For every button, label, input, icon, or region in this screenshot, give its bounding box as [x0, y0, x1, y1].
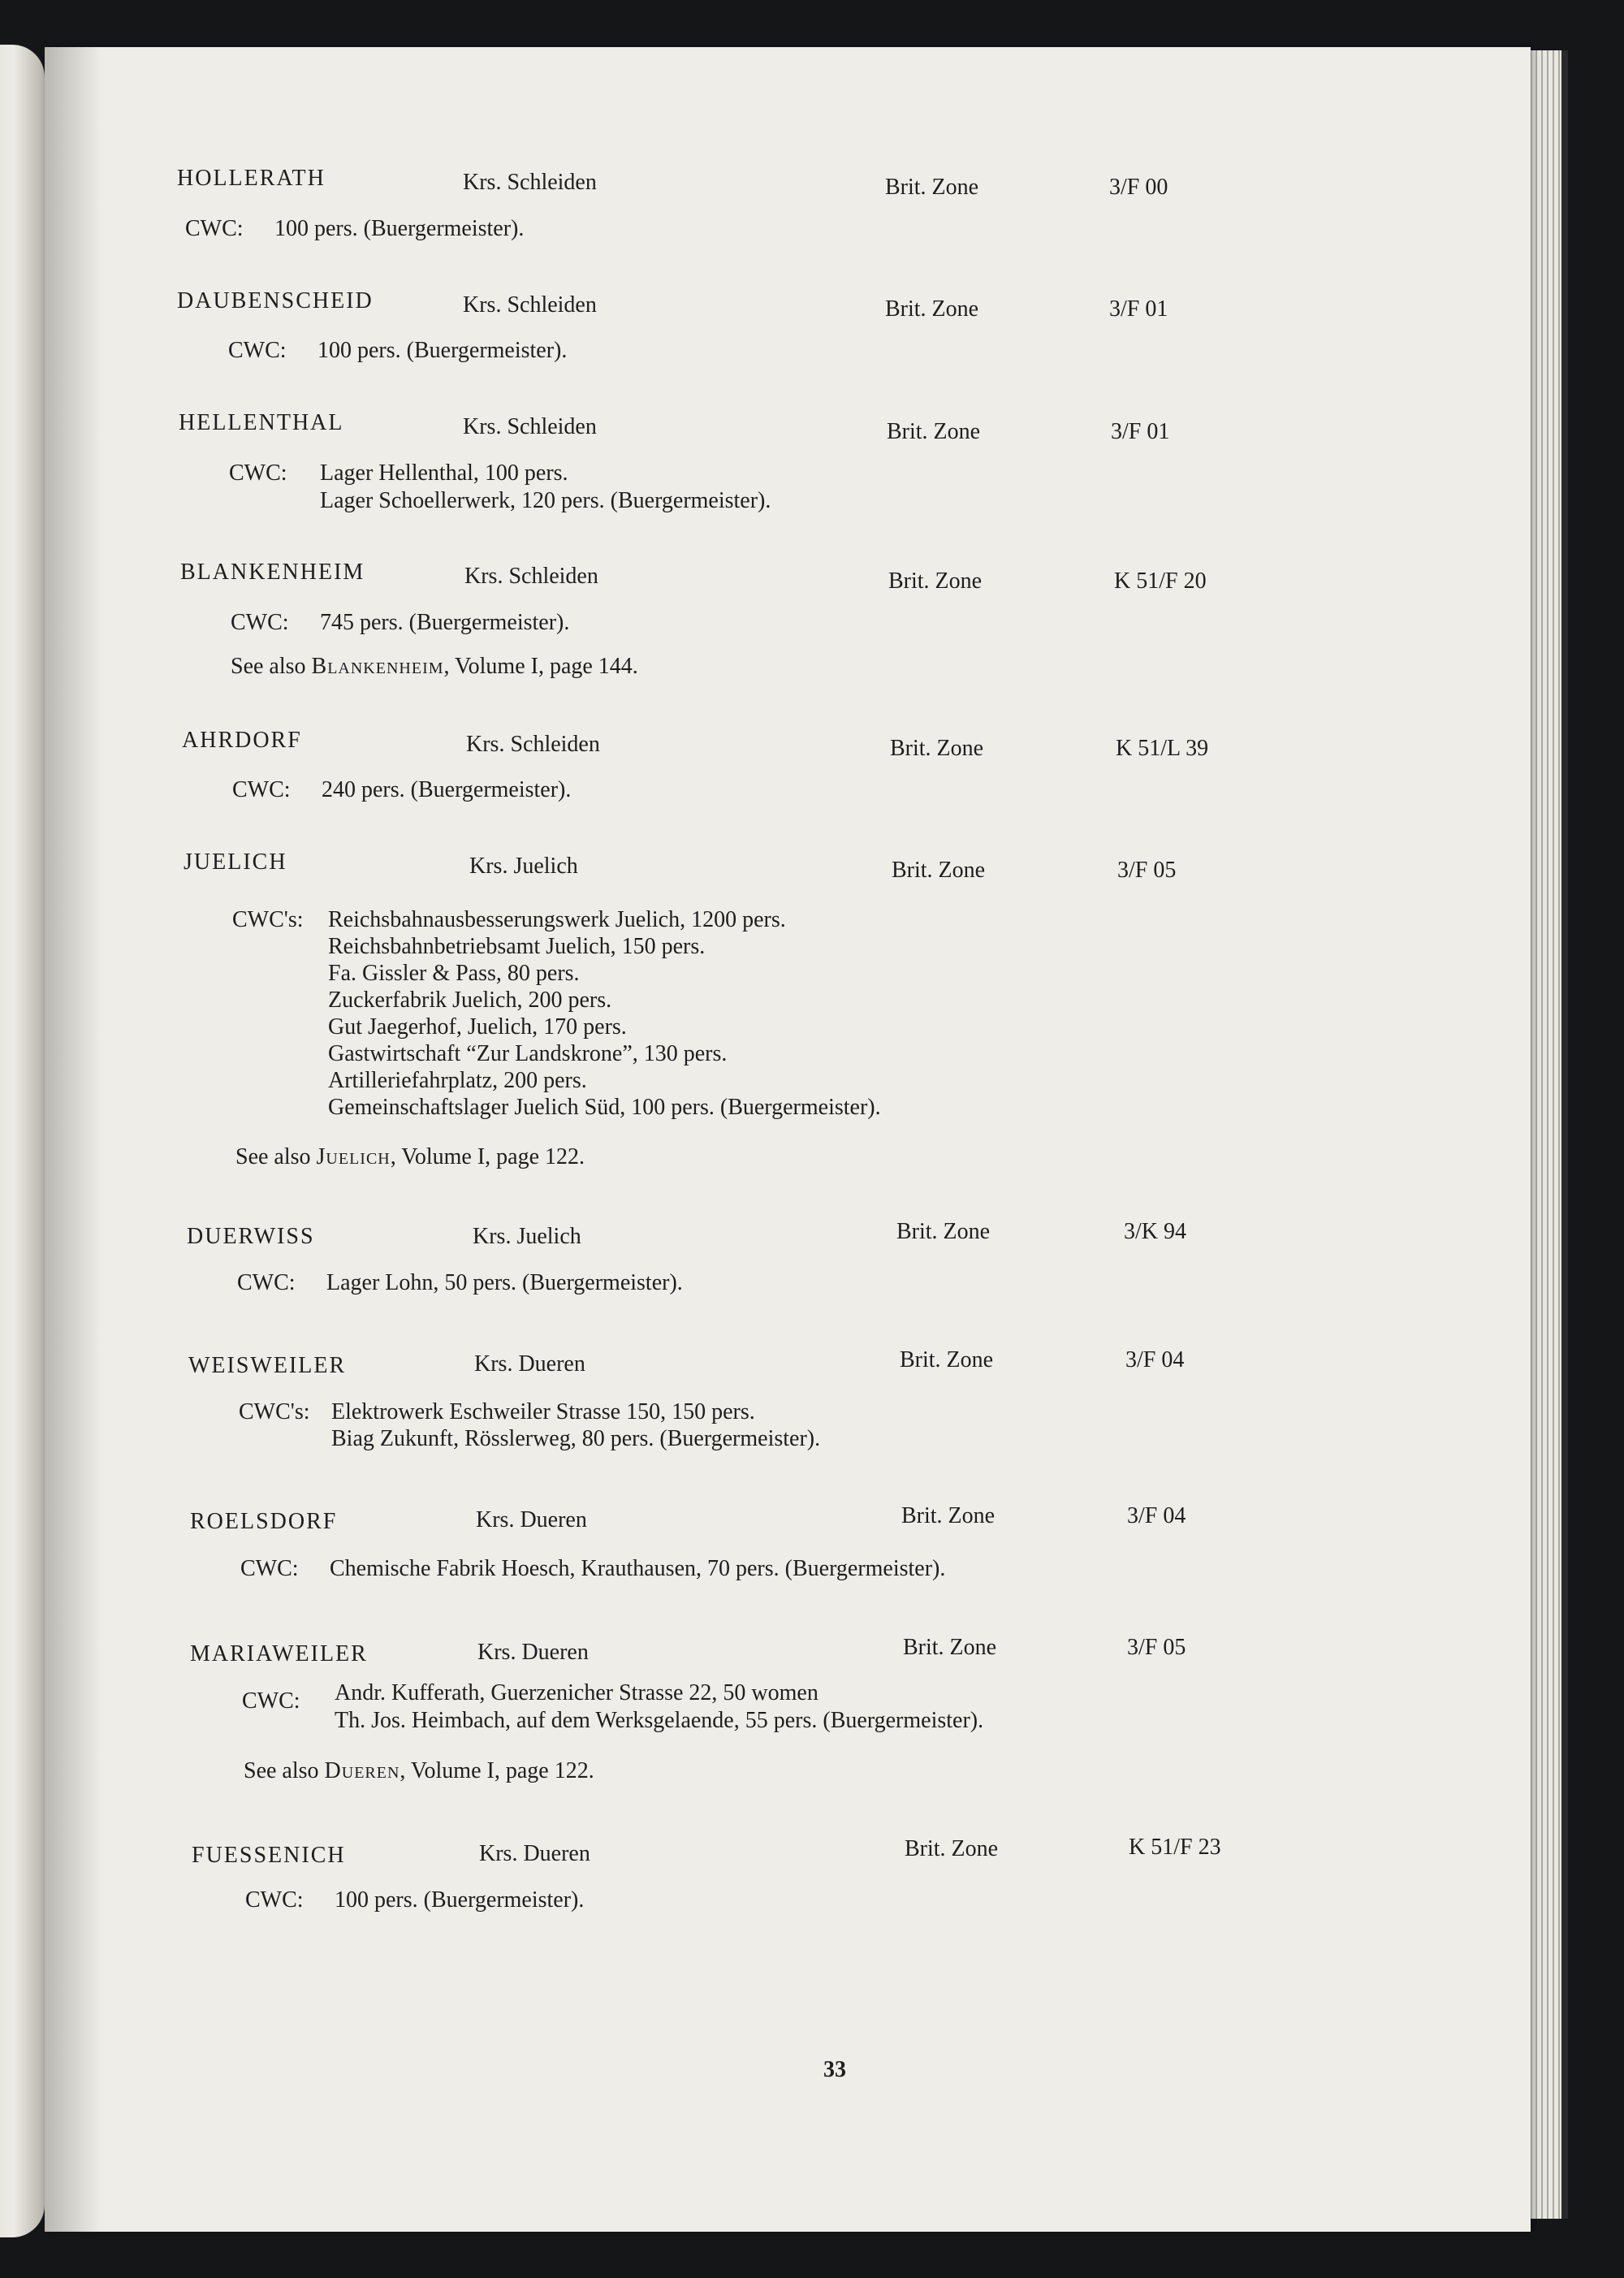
see-also-reference: Blankenheim — [311, 654, 444, 679]
cwc-line: Artilleriefahrplatz, 200 pers. — [328, 1068, 587, 1093]
cwc-line: Fa. Gissler & Pass, 80 pers. — [328, 961, 580, 986]
see-also-suffix: , Volume I, page 122. — [390, 1144, 585, 1169]
grid-reference: 3/F 04 — [1127, 1503, 1186, 1528]
document-page — [45, 47, 1531, 2232]
zone: Brit. Zone — [885, 296, 979, 322]
cwc-line: Gemeinschaftslager Juelich Süd, 100 pers. (Buergermeister). — [328, 1095, 881, 1120]
spine-shadow — [45, 47, 102, 2232]
district: Krs. Schleiden — [463, 414, 597, 439]
cwc-line: Th. Jos. Heimbach, auf dem Werksgelaende, 55 pers. (Buergermeister). — [335, 1708, 984, 1733]
cwc-label: CWC: — [185, 216, 244, 241]
cwc-line: 100 pers. (Buergermeister). — [317, 338, 568, 363]
cwc-label: CWC: — [229, 460, 287, 486]
zone: Brit. Zone — [887, 419, 981, 444]
grid-reference: 3/F 00 — [1109, 175, 1168, 200]
see-also-reference: Juelich — [316, 1144, 391, 1169]
see-also — [244, 1757, 594, 1785]
grid-reference: 3/F 01 — [1109, 296, 1168, 322]
cwc-line: Reichsbahnbetriebsamt Juelich, 150 pers. — [328, 934, 706, 959]
place-name: HOLLERATH — [177, 166, 326, 191]
zone: Brit. Zone — [905, 1836, 999, 1861]
district: Krs. Dueren — [477, 1640, 589, 1665]
cwc-line: Andr. Kufferath, Guerzenicher Strasse 22, 50 women — [335, 1680, 818, 1705]
place-name: ROELSDORF — [190, 1509, 338, 1534]
place-name: BLANKENHEIM — [180, 560, 365, 585]
district: Krs. Juelich — [473, 1224, 581, 1249]
cwc-label: CWC: — [242, 1688, 300, 1714]
cwc-line: Elektrowerk Eschweiler Strasse 150, 150 pers. — [331, 1399, 755, 1424]
cwc-line: Gastwirtschaft “Zur Landskrone”, 130 pers. — [328, 1041, 728, 1066]
grid-reference: K 51/L 39 — [1116, 736, 1209, 761]
see-also — [235, 1143, 585, 1171]
place-name: MARIAWEILER — [190, 1641, 368, 1666]
see-also-prefix: See also — [231, 654, 306, 679]
cwc-label: CWC: — [237, 1270, 296, 1295]
district: Krs. Dueren — [479, 1841, 590, 1866]
zone: Brit. Zone — [900, 1347, 994, 1372]
cwc-line: Chemische Fabrik Hoesch, Krauthausen, 70 pers. (Buergermeister). — [330, 1556, 946, 1581]
grid-reference: K 51/F 23 — [1129, 1835, 1221, 1860]
see-also — [231, 653, 638, 681]
place-name: HELLENTHAL — [179, 410, 344, 435]
see-also-prefix: See also — [244, 1758, 319, 1783]
place-name: WEISWEILER — [188, 1353, 347, 1378]
cwc-label: CWC: — [228, 338, 287, 363]
cwc-label: CWC's: — [232, 907, 304, 932]
cwc-line: Lager Lohn, 50 pers. (Buergermeister). — [326, 1270, 683, 1295]
cwc-label: CWC: — [245, 1887, 304, 1913]
place-name: DUERWISS — [187, 1224, 315, 1249]
district: Krs. Juelich — [469, 854, 578, 879]
cwc-line: 240 pers. (Buergermeister). — [322, 777, 572, 802]
see-also-prefix: See also — [235, 1144, 311, 1169]
cwc-label: CWC: — [231, 610, 289, 635]
zone: Brit. Zone — [890, 736, 984, 761]
cwc-line: 100 pers. (Buergermeister). — [335, 1887, 585, 1913]
cwc-line: Zuckerfabrik Juelich, 200 pers. — [328, 988, 612, 1013]
cwc-label: CWC: — [240, 1556, 299, 1581]
place-name: FUESSENICH — [192, 1843, 346, 1868]
see-also-suffix: , Volume I, page 144. — [443, 654, 638, 679]
see-also-reference: Dueren — [324, 1758, 400, 1783]
grid-reference: 3/F 05 — [1117, 858, 1177, 883]
district: Krs. Schleiden — [464, 564, 598, 589]
previous-page-edge — [0, 45, 45, 2237]
page-number: 33 — [823, 2057, 846, 2082]
see-also-suffix: , Volume I, page 122. — [400, 1758, 594, 1783]
cwc-line: Lager Hellenthal, 100 pers. — [320, 460, 568, 486]
cwc-line: 100 pers. (Buergermeister). — [274, 216, 525, 241]
zone: Brit. Zone — [903, 1635, 997, 1660]
zone: Brit. Zone — [896, 1219, 991, 1244]
district: Krs. Schleiden — [463, 170, 597, 195]
place-name: DAUBENSCHEID — [177, 288, 374, 313]
cwc-label: CWC: — [232, 777, 291, 802]
zone: Brit. Zone — [885, 175, 979, 200]
grid-reference: 3/F 04 — [1125, 1347, 1185, 1372]
zone: Brit. Zone — [892, 858, 986, 883]
cwc-label: CWC's: — [239, 1399, 310, 1424]
district: Krs. Schleiden — [463, 292, 597, 318]
place-name: AHRDORF — [182, 728, 302, 753]
grid-reference: K 51/F 20 — [1114, 568, 1207, 594]
place-name: JUELICH — [184, 849, 287, 875]
zone: Brit. Zone — [888, 568, 983, 594]
grid-reference: 3/K 94 — [1124, 1219, 1186, 1244]
grid-reference: 3/F 05 — [1127, 1635, 1186, 1660]
district: Krs. Schleiden — [466, 732, 600, 757]
zone: Brit. Zone — [901, 1503, 996, 1528]
cwc-line: 745 pers. (Buergermeister). — [320, 610, 570, 635]
grid-reference: 3/F 01 — [1111, 419, 1170, 444]
cwc-line: Reichsbahnausbesserungswerk Juelich, 1200 pers. — [328, 907, 786, 932]
cwc-line: Gut Jaegerhof, Juelich, 170 pers. — [328, 1014, 627, 1040]
cwc-line: Biag Zukunft, Rösslerweg, 80 pers. (Buergermeister). — [331, 1426, 821, 1451]
district: Krs. Dueren — [476, 1507, 587, 1532]
district: Krs. Dueren — [474, 1351, 585, 1377]
cwc-line: Lager Schoellerwerk, 120 pers. (Buergermeister). — [320, 488, 771, 513]
